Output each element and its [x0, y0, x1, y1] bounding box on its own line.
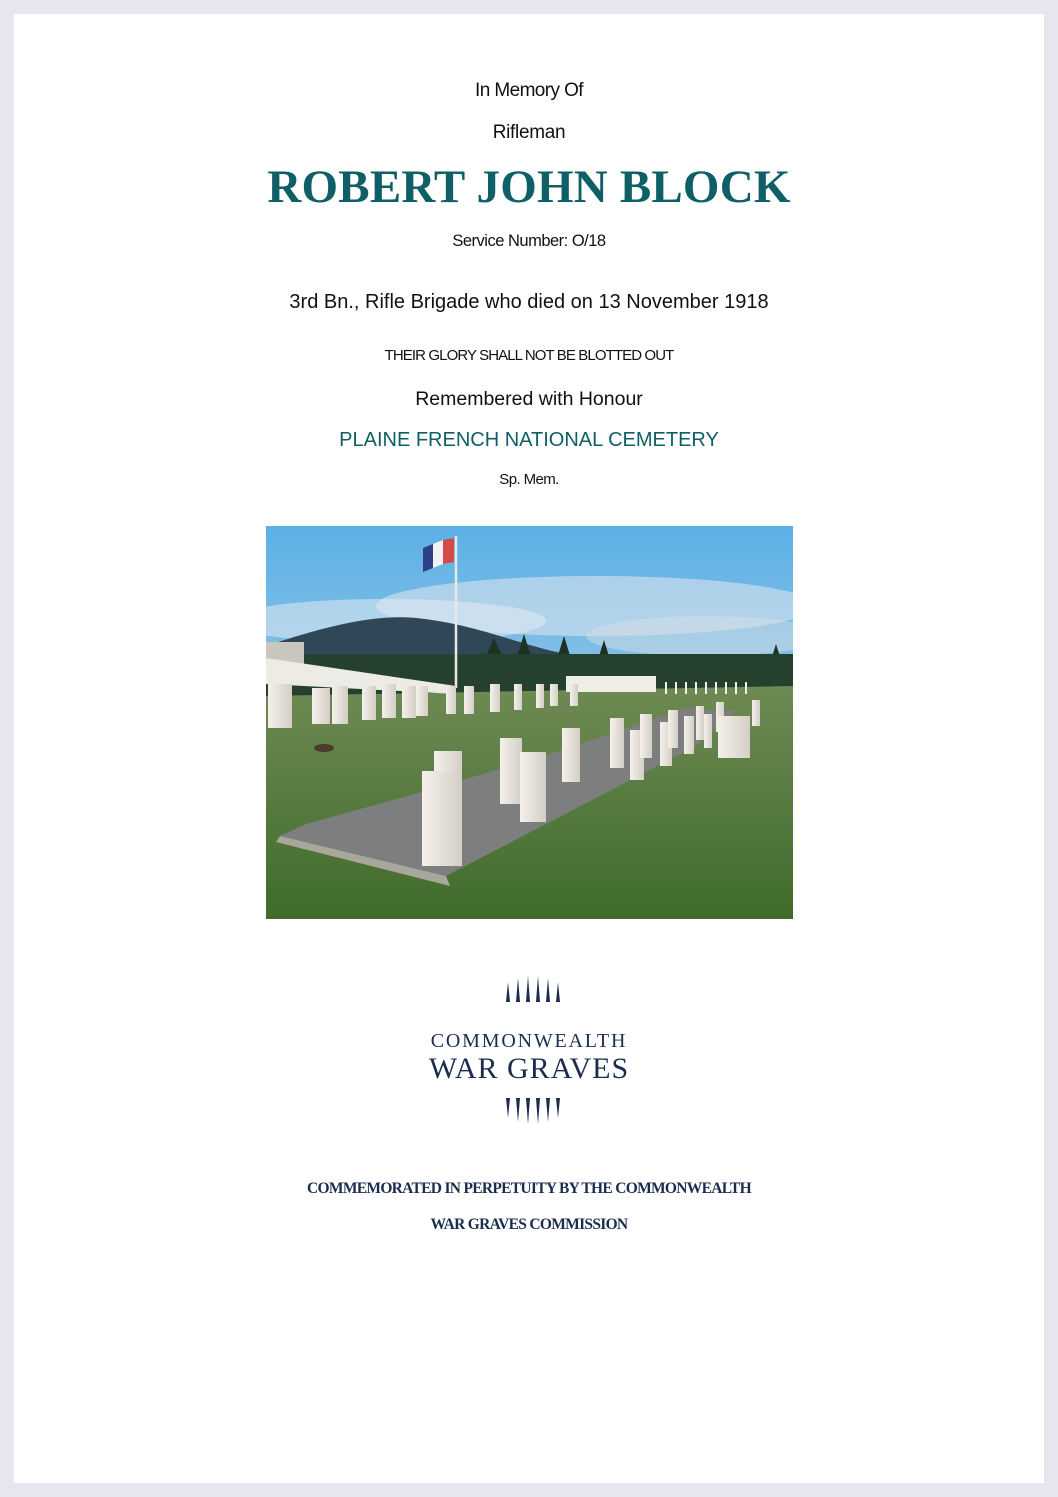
logo-top-bars	[506, 976, 560, 1002]
epitaph: THEIR GLORY SHALL NOT BE BLOTTED OUT	[384, 347, 674, 364]
rank-label: Rifleman	[492, 122, 566, 143]
cwgc-logo	[394, 964, 664, 1124]
remembered-with-honour: Remembered with Honour	[415, 388, 643, 410]
logo-line-1: COMMONWEALTH	[430, 1030, 628, 1052]
grave-reference: Sp. Mem.	[499, 471, 559, 488]
in-memory-of-heading: In Memory Of	[475, 80, 583, 101]
commemoration-statement	[14, 1171, 1044, 1243]
certificate-page	[14, 14, 1044, 1483]
cemetery-name: PLAINE FRENCH NATIONAL CEMETERY	[339, 429, 719, 451]
unit-and-death-date: 3rd Bn., Rifle Brigade who died on 13 November 1918	[289, 291, 769, 313]
cemetery-photo	[266, 526, 793, 919]
service-number: Service Number: O/18	[452, 232, 606, 250]
logo-bottom-bars	[506, 1098, 560, 1124]
logo-line-2: WAR GRAVES	[428, 1052, 630, 1085]
commemoration-line-2: WAR GRAVES COMMISSION	[430, 1216, 628, 1233]
casualty-name: ROBERT JOHN BLOCK	[267, 161, 791, 213]
commemoration-line-1: COMMEMORATED IN PERPETUITY BY THE COMMONWEALTH	[307, 1180, 751, 1197]
